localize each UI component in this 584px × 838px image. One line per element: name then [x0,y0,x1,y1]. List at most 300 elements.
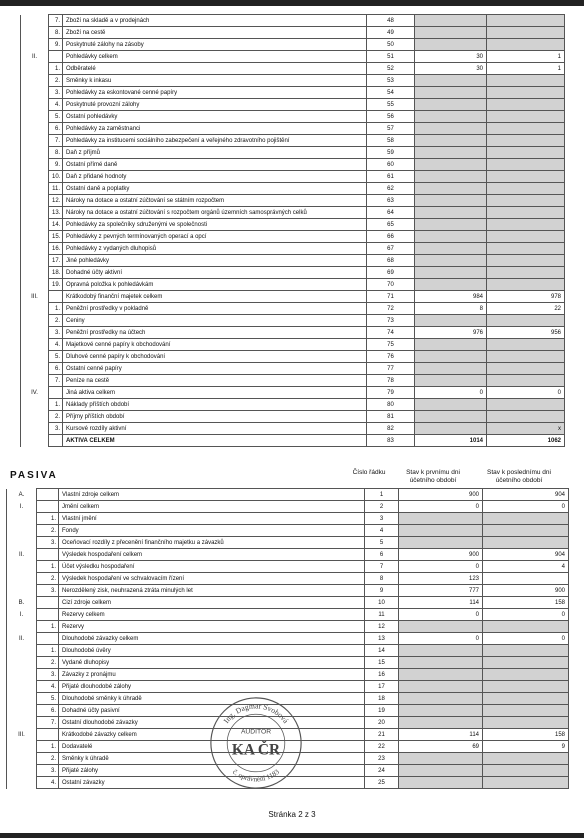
item-number [49,435,63,447]
item-label: Příjmy příštích období [63,411,367,423]
item-number: 6. [49,363,63,375]
item-number: 3. [37,765,59,777]
aktiva-row [21,123,565,135]
value-last-day: 1 [487,63,565,75]
section-code [21,267,49,279]
item-label: Zboží na skladě a v prodejnách [63,15,367,27]
aktiva-row [21,315,565,327]
item-label: Pohledávky z pevných termínovaných operací a opcí [63,231,367,243]
value-first-day [399,657,483,669]
value-first-day [415,411,487,423]
item-number: 7. [49,375,63,387]
item-label: Výsledek hospodaření ve schvalovacím řízení [59,573,365,585]
value-first-day [399,753,483,765]
section-code [7,525,37,537]
value-last-day [487,183,565,195]
section-code [21,315,49,327]
section-code [21,255,49,267]
section-code [7,681,37,693]
pasiva-row [7,561,569,573]
value-first-day: 0 [399,633,483,645]
value-last-day [483,669,569,681]
aktiva-row [21,399,565,411]
row-number: 55 [367,99,415,111]
item-label: Dohadné účty pasivní [59,705,365,717]
item-number: 2. [49,75,63,87]
item-label: Ostatní pohledávky [63,111,367,123]
value-first-day [415,123,487,135]
aktiva-row [21,195,565,207]
item-label: Závazky z pronájmu [59,669,365,681]
row-number: 61 [367,171,415,183]
aktiva-row [21,243,565,255]
value-first-day: 114 [399,597,483,609]
stamp-logo: KA ČR [231,741,281,759]
item-number: 1. [49,63,63,75]
value-last-day [487,207,565,219]
item-label: Směnky k úhradě [59,753,365,765]
section-code [21,399,49,411]
section-code [21,195,49,207]
section-code: I. [7,501,37,513]
item-number: 1. [37,741,59,753]
value-last-day [487,111,565,123]
item-label: Jiné pohledávky [63,255,367,267]
page-footer: Stránka 2 z 3 [268,810,316,819]
section-code [7,621,37,633]
pasiva-title: PASIVA [10,470,58,481]
row-number: 54 [367,87,415,99]
aktiva-row [21,135,565,147]
item-label: Pohledávky za institucemi sociálního zabezpečení a veřejného zdravotního pojištění [63,135,367,147]
section-code [21,375,49,387]
row-number: 13 [365,633,399,645]
value-last-day [483,525,569,537]
item-number: 3. [37,537,59,549]
value-first-day: 30 [415,63,487,75]
value-first-day [415,171,487,183]
item-number [37,633,59,645]
aktiva-row [21,267,565,279]
item-number: 3. [37,669,59,681]
section-code: B. [7,597,37,609]
item-number: 19. [49,279,63,291]
item-number: 4. [37,681,59,693]
section-code [21,147,49,159]
item-label: Pohledávky za společníky sdruženými ve společnosti [63,219,367,231]
value-last-day: 4 [483,561,569,573]
row-number: 81 [367,411,415,423]
item-number: 1. [37,621,59,633]
section-code [21,351,49,363]
value-last-day: 9 [483,741,569,753]
value-last-day: 904 [483,549,569,561]
aktiva-table [20,14,565,447]
pasiva-row [7,657,569,669]
item-number: 2. [37,657,59,669]
value-first-day [415,15,487,27]
item-number [37,501,59,513]
row-number: 78 [367,375,415,387]
row-number: 58 [367,135,415,147]
section-code [21,219,49,231]
item-label: AKTIVA CELKEM [63,435,367,447]
item-label: Směnky k inkasu [63,75,367,87]
value-last-day [487,339,565,351]
row-number: 53 [367,75,415,87]
pasiva-row [7,597,569,609]
item-number: 4. [49,339,63,351]
section-code: III. [7,729,37,741]
value-first-day [415,99,487,111]
value-first-day [415,135,487,147]
value-first-day: 984 [415,291,487,303]
value-last-day [487,243,565,255]
aktiva-row [21,15,565,27]
value-last-day [483,753,569,765]
item-label: Ostatní cenné papíry [63,363,367,375]
section-code [21,363,49,375]
value-last-day [483,645,569,657]
value-first-day: 1014 [415,435,487,447]
value-first-day: 0 [399,561,483,573]
value-first-day [415,351,487,363]
item-number [37,609,59,621]
value-last-day: 1062 [487,435,565,447]
value-last-day [487,231,565,243]
row-number: 10 [365,597,399,609]
item-label: Výsledek hospodaření celkem [59,549,365,561]
row-number: 64 [367,207,415,219]
pasiva-row [7,633,569,645]
section-code [21,327,49,339]
pasiva-row [7,525,569,537]
stamp-middle-text: AUDITOR [240,728,272,736]
aktiva-row [21,207,565,219]
value-last-day [487,135,565,147]
item-label: Rezervy celkem [59,609,365,621]
item-label: Peníze na cestě [63,375,367,387]
section-code [21,435,49,447]
item-label: Jmění celkem [59,501,365,513]
row-number: 22 [365,741,399,753]
row-number: 63 [367,195,415,207]
value-last-day [487,147,565,159]
item-number: 6. [37,705,59,717]
value-last-day [487,159,565,171]
value-last-day [487,255,565,267]
pasiva-row [7,645,569,657]
item-number: 1. [49,303,63,315]
section-code [7,573,37,585]
section-code [21,123,49,135]
aktiva-row [21,375,565,387]
item-number: 2. [37,525,59,537]
value-first-day [399,537,483,549]
value-first-day [415,111,487,123]
aktiva-row [21,75,565,87]
item-number: 7. [49,15,63,27]
value-last-day [487,315,565,327]
row-number: 20 [365,717,399,729]
aktiva-row [21,423,565,435]
section-code [21,39,49,51]
section-code [21,411,49,423]
section-code: IV. [21,387,49,399]
value-last-day [487,171,565,183]
row-number: 12 [365,621,399,633]
value-first-day [399,777,483,789]
item-number: 6. [49,123,63,135]
row-number: 80 [367,399,415,411]
item-label: Dodavatelé [59,741,365,753]
item-label: Ceniny [63,315,367,327]
aktiva-row [21,255,565,267]
section-code: II. [21,51,49,63]
section-code [21,339,49,351]
item-number: 3. [49,327,63,339]
item-number: 2. [49,411,63,423]
item-label: Dohadné účty aktivní [63,267,367,279]
item-label: Ostatní závazky [59,777,365,789]
section-code [7,657,37,669]
item-number: 8. [49,147,63,159]
value-first-day [399,669,483,681]
value-last-day [487,279,565,291]
value-last-day [487,195,565,207]
item-label: Dlouhodobé závazky celkem [59,633,365,645]
row-number: 57 [367,123,415,135]
item-number: 11. [49,183,63,195]
value-last-day: 900 [483,585,569,597]
item-label: Oceňovací rozdíly z přecenění finančního majetku a závazků [59,537,365,549]
section-code [21,111,49,123]
item-label: Nároky na dotace a ostatní zúčtování se státním rozpočtem [63,195,367,207]
section-code [7,717,37,729]
value-first-day [415,159,487,171]
value-last-day: 956 [487,327,565,339]
item-label: Zboží na cestě [63,27,367,39]
aktiva-row [21,51,565,63]
item-number: 18. [49,267,63,279]
row-number: 74 [367,327,415,339]
section-code: II. [7,549,37,561]
value-first-day: 69 [399,741,483,753]
item-number: 5. [49,351,63,363]
row-number: 6 [365,549,399,561]
value-first-day [415,423,487,435]
item-number: 1. [37,561,59,573]
value-first-day [399,705,483,717]
row-number: 67 [367,243,415,255]
aktiva-row [21,87,565,99]
value-first-day [399,621,483,633]
item-label: Pohledávky z vydaných dluhopisů [63,243,367,255]
value-last-day [487,363,565,375]
value-first-day [415,255,487,267]
item-number [37,597,59,609]
value-first-day: 900 [399,549,483,561]
item-number: 5. [37,693,59,705]
aktiva-row [21,183,565,195]
item-label: Cizí zdroje celkem [59,597,365,609]
item-label: Náklady příštích období [63,399,367,411]
item-label: Ostatní dlouhodobé závazky [59,717,365,729]
value-last-day [483,513,569,525]
pasiva-row [7,537,569,549]
pasiva-row [7,573,569,585]
value-first-day [415,87,487,99]
item-label: Pohledávky za zaměstnanci [63,123,367,135]
row-number: 24 [365,765,399,777]
value-last-day [487,39,565,51]
value-first-day: 30 [415,51,487,63]
item-number: 3. [37,585,59,597]
row-number: 23 [365,753,399,765]
value-first-day: 0 [399,609,483,621]
item-number: 2. [37,753,59,765]
item-label: Peněžní prostředky v pokladně [63,303,367,315]
row-number: 1 [365,489,399,501]
row-number: 52 [367,63,415,75]
item-label: Odběratelé [63,63,367,75]
value-first-day: 976 [415,327,487,339]
item-label: Daň z příjmů [63,147,367,159]
aktiva-row [21,111,565,123]
row-number: 21 [365,729,399,741]
item-label: Pohledávky celkem [63,51,367,63]
value-last-day: 0 [483,633,569,645]
item-label: Majetkové cenné papíry k obchodování [63,339,367,351]
aktiva-row [21,63,565,75]
row-number: 70 [367,279,415,291]
row-number: 65 [367,219,415,231]
value-last-day: x [487,423,565,435]
item-number: 2. [37,573,59,585]
value-last-day: 0 [483,501,569,513]
value-last-day: 0 [483,609,569,621]
stamp-bottom-text: č. oprávnění 1183 [231,767,281,784]
row-number: 3 [365,513,399,525]
header-stav-prvni-den: Stav k prvnímu dni účetního období [406,469,460,484]
section-code [21,27,49,39]
value-first-day [415,207,487,219]
pasiva-row [7,489,569,501]
value-last-day [483,573,569,585]
row-number: 11 [365,609,399,621]
value-first-day: 0 [415,387,487,399]
top-scan-edge [0,0,584,6]
item-label: Přijaté dlouhodobé zálohy [59,681,365,693]
value-last-day [487,267,565,279]
aktiva-row [21,291,565,303]
value-last-day [483,717,569,729]
section-code [21,135,49,147]
pasiva-row [7,609,569,621]
pasiva-row [7,669,569,681]
item-label: Vlastní zdroje celkem [59,489,365,501]
aktiva-row [21,351,565,363]
aktiva-row [21,387,565,399]
item-label: Dluhové cenné papíry k obchodování [63,351,367,363]
row-number: 76 [367,351,415,363]
item-label: Účet výsledku hospodaření [59,561,365,573]
bottom-scan-edge [0,833,584,838]
item-label: Pohledávky za eskontované cenné papíry [63,87,367,99]
value-first-day [399,525,483,537]
item-number [49,387,63,399]
section-code [7,765,37,777]
aktiva-row [21,279,565,291]
row-number: 60 [367,159,415,171]
pasiva-row [7,549,569,561]
item-number: 16. [49,243,63,255]
item-label: Peněžní prostředky na účtech [63,327,367,339]
row-number: 9 [365,585,399,597]
aktiva-row [21,303,565,315]
value-first-day [415,363,487,375]
section-code: III. [21,291,49,303]
item-label: Daň z přidané hodnoty [63,171,367,183]
item-label: Jiná aktiva celkem [63,387,367,399]
value-last-day [483,621,569,633]
value-last-day: 1 [487,51,565,63]
value-first-day [399,513,483,525]
item-label: Fondy [59,525,365,537]
value-first-day [415,183,487,195]
value-first-day [415,243,487,255]
section-code [7,693,37,705]
value-last-day [487,27,565,39]
aktiva-row [21,159,565,171]
section-code [7,741,37,753]
item-number: 1. [49,399,63,411]
section-code [21,15,49,27]
section-code [21,423,49,435]
svg-text:č. oprávnění 1183 [231,768,281,784]
section-code [21,207,49,219]
value-last-day [487,99,565,111]
value-first-day [415,375,487,387]
aktiva-row [21,231,565,243]
item-number: 14. [49,219,63,231]
item-number: 5. [49,111,63,123]
row-number: 49 [367,27,415,39]
item-number: 10. [49,171,63,183]
value-first-day [415,267,487,279]
section-code [21,63,49,75]
section-code [21,303,49,315]
section-code [7,669,37,681]
section-code [21,159,49,171]
value-last-day [487,75,565,87]
row-number: 66 [367,231,415,243]
row-number: 69 [367,267,415,279]
item-label: Přijaté zálohy [59,765,365,777]
section-code [21,171,49,183]
row-number: 2 [365,501,399,513]
value-first-day: 123 [399,573,483,585]
value-first-day: 900 [399,489,483,501]
aktiva-row [21,171,565,183]
item-label: Dlouhodobé směnky k úhradě [59,693,365,705]
aktiva-row [21,99,565,111]
value-first-day [399,645,483,657]
row-number: 17 [365,681,399,693]
row-number: 25 [365,777,399,789]
item-label: Dlouhodobé úvěry [59,645,365,657]
item-number: 3. [49,87,63,99]
